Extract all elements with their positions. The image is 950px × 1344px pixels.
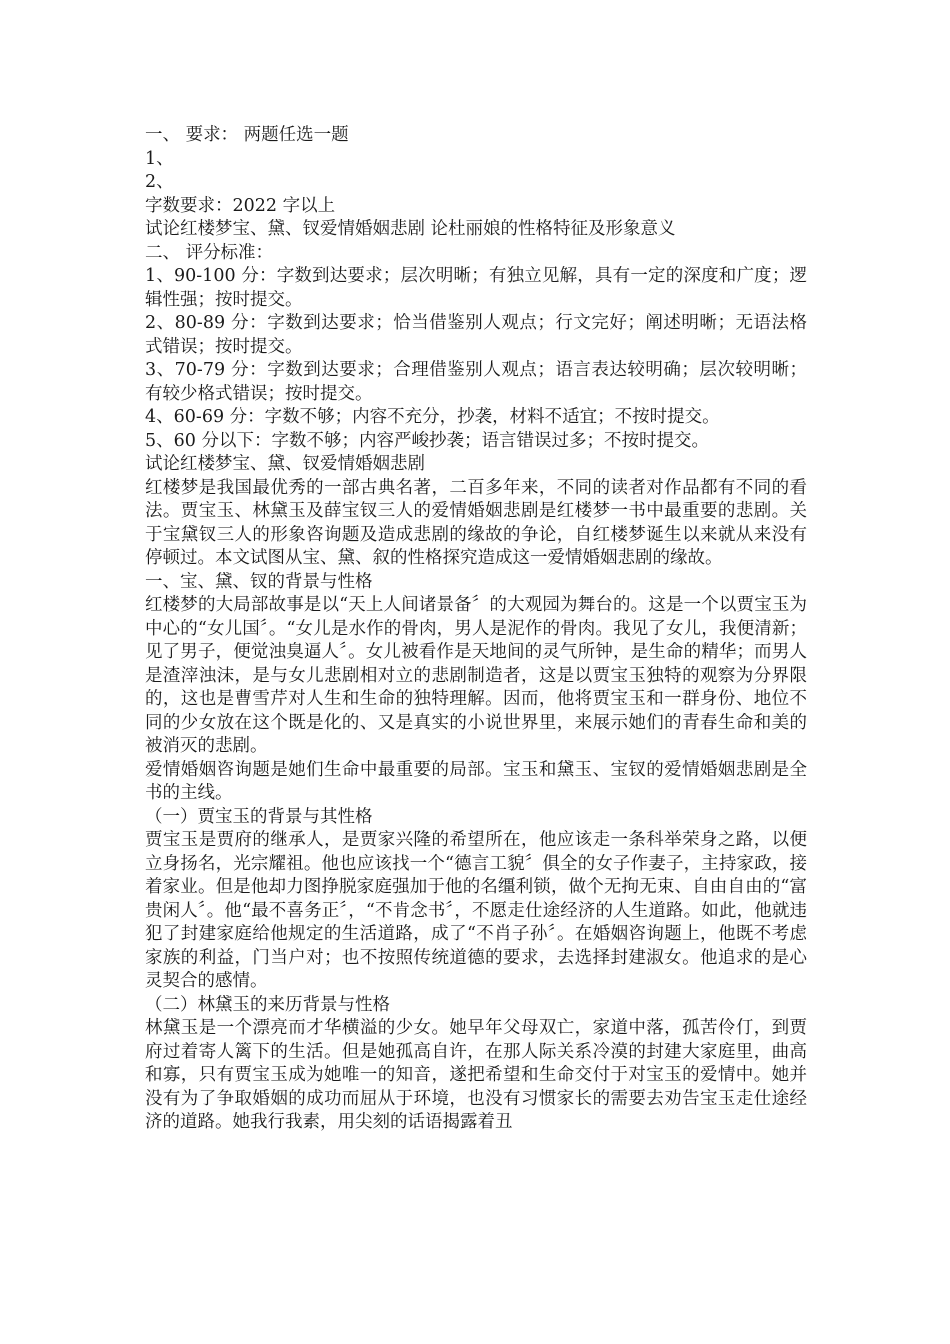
requirements-heading: 一、 要求： 两题任选一题 xyxy=(145,125,349,145)
grade-criterion-1: 1、90-100 分：字数到达要求；层次明晰；有独立见解，具有一定的深度和广度；逻辑性强；按时提交。 xyxy=(145,266,807,310)
document-page xyxy=(145,124,807,1135)
word-count-requirement: 字数要求：2022 字以上 xyxy=(145,195,336,216)
topic-item-1: 1、 xyxy=(145,148,174,169)
essay-intro-paragraph: 红楼梦是我国最优秀的一部古典名著，二百多年来，不同的读者对作品都有不同的看法。贾宝玉、林黛玉及薛宝钗三人的爱情婚姻悲剧是红楼梦一书中最重要的悲剧。关于宝黛钗三人的形象咨询题及造成悲剧的缘故的争论，自红楼梦诞生以来就从来没有停顿过。本文试图从宝、黛、叙的性格探究造成这一爱情婚姻悲剧的缘故。 xyxy=(145,477,807,568)
essay-title: 试论红楼梦宝、黛、钗爱情婚姻悲剧 xyxy=(145,454,425,474)
grade-criterion-2: 2、80-89 分：字数到达要求；恰当借鉴别人观点；行文完好；阐述明晰；无语法格式错误；按时提交。 xyxy=(145,313,807,357)
section-1-paragraph-1: 红楼梦的大局部故事是以“天上人间诸景备〞的大观园为舞台的。这是一个以贾宝玉为中心的“女儿国〞。“女儿是水作的骨肉，男人是泥作的骨肉。我见了女儿，我便清新；见了男子，便觉浊臭逼人〞。女儿被看作是天地间的灵气所钟，是生命的精华；而男人是渣滓浊沫，是与女儿悲剧相对立的悲剧制造者，这是以贾宝玉独特的观察为分界限的，这也是曹雪芹对人生和生命的独特理解。因而，他将贾宝玉和一群身份、地位不同的少女放在这个既是化的、又是真实的小说世界里，来展示她们的青春生命和美的被消灭的悲剧。 xyxy=(145,595,807,756)
topic-titles: 试论红楼梦宝、黛、钗爱情婚姻悲剧 论杜丽娘的性格特征及形象意义 xyxy=(145,219,676,239)
grade-criterion-5: 5、60 分以下：字数不够；内容严峻抄袭；语言错误过多；不按时提交。 xyxy=(145,430,709,451)
topic-item-2: 2、 xyxy=(145,172,174,192)
subsection-2-heading: （二）林黛玉的来历背景与性格 xyxy=(145,994,390,1015)
section-1-heading: 一、宝、黛、钗的背景与性格 xyxy=(145,571,373,592)
subsection-1-heading: （一）贾宝玉的背景与其性格 xyxy=(145,806,373,827)
grade-criterion-3: 3、70-79 分：字数到达要求；合理借鉴别人观点；语言表达较明确；层次较明晰；有较少格式错误；按时提交。 xyxy=(145,360,807,404)
section-1-paragraph-2: 爱情婚姻咨询题是她们生命中最重要的局部。宝玉和黛玉、宝钗的爱情婚姻悲剧是全书的主线。 xyxy=(145,759,807,803)
grade-criterion-4: 4、60-69 分：字数不够；内容不充分，抄袭，材料不适宜；不按时提交。 xyxy=(145,407,720,427)
grading-heading: 二、 评分标准： xyxy=(145,242,274,263)
subsection-2-paragraph: 林黛玉是一个漂亮而才华横溢的少女。她早年父母双亡，家道中落，孤苦伶仃，到贾府过着寄人篱下的生活。但是她孤高自许，在那人际关系冷漠的封建大家庭里，曲高和寡，只有贾宝玉成为她唯一的知音，遂把希望和生命交付于对宝玉的爱情中。她并没有为了争取婚姻的成功而屈从于环境，也没有习惯家长的需要去劝告宝玉走仕途经济的道路。她我行我素，用尖刻的话语揭露着丑 xyxy=(145,1018,807,1132)
subsection-1-paragraph: 贾宝玉是贾府的继承人，是贾家兴隆的希望所在，他应该走一条科举荣身之路，以便立身扬名，光宗耀祖。他也应该找一个“德言工貌〞俱全的女子作妻子，主持家政，接着家业。但是他却力图挣脱家庭强加于他的名缰利锁，做个无拘无束、自由自由的“富贵闲人〞。他“最不喜务正〞，“不肯念书〞，不愿走仕途经济的人生道路。如此，他就违犯了封建家庭给他规定的生活道路，成了“不肖子孙〞。在婚姻咨询题上，他既不考虑家族的利益，门当户对；也不按照传统道德的要求，去选择封建淑女。他追求的是心灵契合的感情。 xyxy=(145,830,807,991)
